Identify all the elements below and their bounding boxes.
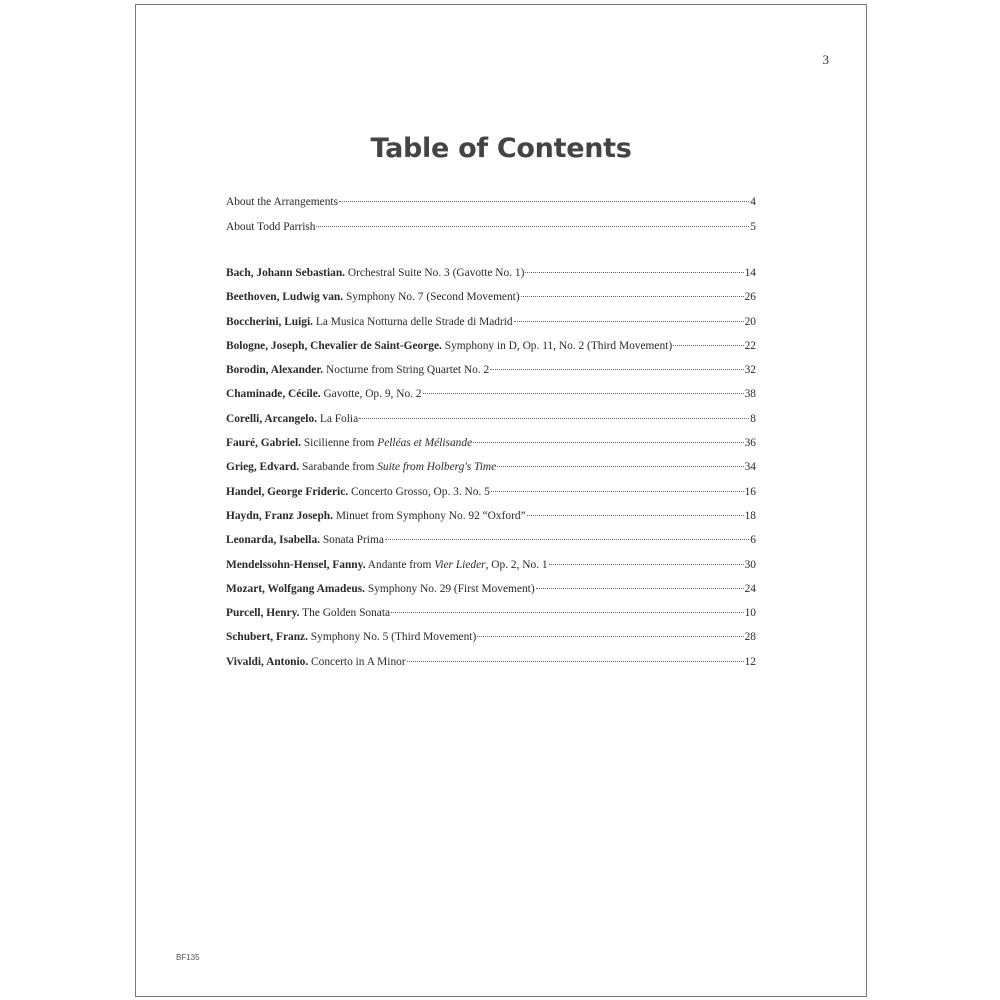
toc-page-number: 22 — [744, 339, 756, 352]
toc-row — [226, 656, 756, 680]
toc-entry-text — [226, 388, 422, 400]
dot-leader — [391, 612, 744, 613]
dot-leader — [536, 588, 744, 589]
toc-work-title: Orchestral Suite No. 3 (Gavotte No. 1) — [345, 267, 525, 279]
toc-page-number: 6 — [750, 534, 756, 547]
dot-leader — [497, 466, 743, 467]
toc-page-number: 28 — [744, 631, 756, 644]
toc-work-title: Minuet from Symphony No. 92 “Oxford” — [332, 509, 526, 522]
toc-composer-name: Mendelssohn-Hensel, Fanny. — [226, 558, 366, 571]
toc-row — [226, 364, 756, 388]
toc-entry-text — [226, 534, 384, 546]
toc-composer-name: Chaminade, Cécile. — [226, 388, 321, 401]
toc-row — [226, 221, 756, 246]
toc-work-title: Sarabande from — [299, 461, 378, 474]
toc-work-title: Concerto Grosso, Op. 3. No. 5 — [348, 485, 490, 498]
toc-composer-name: Vivaldi, Antonio. — [226, 655, 309, 668]
toc-row — [226, 340, 756, 364]
footer-code: BF135 — [176, 953, 200, 962]
toc-page-number: 38 — [744, 388, 756, 401]
dot-leader — [407, 661, 744, 662]
toc-entry-title: About the Arrangements — [226, 196, 338, 208]
toc-entry-title: About Todd Parrish — [226, 220, 316, 233]
toc-page-number: 32 — [744, 364, 756, 377]
toc-entry-text — [226, 656, 406, 668]
toc-entry-text — [226, 559, 548, 571]
dot-leader — [359, 418, 749, 419]
toc-composer-name: Fauré, Gabriel. — [226, 437, 301, 450]
dot-leader — [673, 345, 743, 346]
toc-work-title: Symphony in D, Op. 11, No. 2 (Third Movement) — [441, 339, 673, 352]
toc-composer-name: Bologne, Joseph, Chevalier de Saint-George. — [226, 339, 442, 352]
toc-entry-text — [226, 461, 496, 473]
toc-composer-name: Purcell, Henry. — [226, 607, 300, 620]
toc-work-title: Symphony No. 5 (Third Movement) — [307, 631, 477, 644]
dot-leader — [477, 636, 743, 637]
toc-composer-name: Borodin, Alexander. — [226, 364, 324, 377]
toc-page-number: 14 — [744, 267, 756, 279]
dot-leader — [339, 201, 749, 202]
toc-page-number: 18 — [744, 509, 756, 522]
toc-composer-name: Grieg, Edvard. — [226, 461, 300, 474]
toc-row — [226, 291, 756, 315]
toc-row — [226, 486, 756, 510]
toc-work-title-italic: Pelléas et Mélisande — [377, 437, 473, 450]
toc-row — [226, 510, 756, 534]
dot-leader — [490, 369, 743, 370]
toc-row — [226, 413, 756, 437]
toc-page-number: 34 — [744, 461, 756, 474]
toc-work-title: La Musica Notturna delle Strade di Madrid — [313, 315, 513, 328]
toc-work-title: Concerto in A Minor — [308, 655, 406, 668]
toc-entry-text — [226, 267, 524, 279]
toc-composer-list — [226, 267, 756, 680]
toc-row — [226, 196, 756, 221]
toc-entry-text — [226, 340, 672, 352]
document-page — [135, 4, 867, 997]
toc-page-number: 26 — [744, 291, 756, 304]
toc-row — [226, 388, 756, 412]
toc-page-number: 16 — [744, 485, 756, 498]
toc-page-number: 24 — [744, 582, 756, 595]
toc-entry-text — [226, 413, 358, 425]
toc-page-number: 20 — [744, 315, 756, 328]
toc-composer-name: Mozart, Wolfgang Amadeus. — [226, 582, 366, 595]
toc-intro-section — [226, 196, 756, 245]
toc-composer-name: Bach, Johann Sebastian. — [226, 267, 346, 279]
toc-entry-text — [226, 607, 390, 619]
dot-leader — [514, 321, 744, 322]
toc-row — [226, 534, 756, 558]
dot-leader — [473, 442, 743, 443]
toc-row — [226, 607, 756, 631]
toc-page-number: 8 — [750, 412, 756, 425]
toc-composer-name: Haydn, Franz Joseph. — [226, 509, 333, 522]
toc-page-number: 4 — [750, 196, 756, 208]
toc-work-title-italic: Suite from Holberg's Time — [377, 461, 497, 474]
page-title: Table of Contents — [370, 133, 632, 164]
toc-entry-text — [226, 583, 535, 595]
toc-work-title: Sonata Prima — [319, 534, 384, 547]
dot-leader — [525, 272, 743, 273]
toc-page-number: 12 — [744, 655, 756, 668]
toc-page-number: 5 — [750, 220, 756, 233]
dot-leader — [527, 515, 744, 516]
toc-composer-name: Boccherini, Luigi. — [226, 315, 314, 328]
toc-entry-text — [226, 316, 513, 328]
toc-page-number: 36 — [744, 437, 756, 450]
dot-leader — [549, 564, 744, 565]
dot-leader — [521, 296, 744, 297]
toc-work-title: The Golden Sonata — [299, 607, 391, 620]
toc-work-title: Nocturne from String Quartet No. 2 — [323, 364, 490, 377]
toc-row — [226, 559, 756, 583]
toc-composer-name: Schubert, Franz. — [226, 631, 308, 644]
dot-leader — [385, 539, 749, 540]
toc-work-title: Symphony No. 7 (Second Movement) — [343, 291, 520, 304]
page-number: 3 — [822, 52, 829, 67]
dot-leader — [491, 491, 744, 492]
dot-leader — [423, 393, 744, 394]
dot-leader — [316, 226, 749, 227]
toc-composer-name: Corelli, Arcangelo. — [226, 412, 318, 425]
toc-row — [226, 316, 756, 340]
toc-row — [226, 583, 756, 607]
toc-work-title: Symphony No. 29 (First Movement) — [365, 582, 535, 595]
toc-page-number: 10 — [744, 607, 756, 620]
toc-work-title: Andante from — [365, 558, 435, 571]
toc-composer-name: Leonarda, Isabella. — [226, 534, 320, 547]
toc-entry-text — [226, 486, 490, 498]
toc-work-title-suffix: , Op. 2, No. 1 — [485, 558, 548, 571]
toc-entry-text — [226, 291, 520, 303]
toc-work-title: Sicilienne from — [300, 437, 378, 450]
toc-row — [226, 437, 756, 461]
toc-composer-name: Beethoven, Ludwig van. — [226, 291, 344, 304]
toc-work-title-italic: Vier Lieder — [434, 558, 486, 571]
toc-work-title: La Folia — [317, 412, 359, 425]
toc-row — [226, 631, 756, 655]
toc-composer-name: Handel, George Frideric. — [226, 485, 349, 498]
toc-entry-text — [226, 364, 489, 376]
toc-row — [226, 461, 756, 485]
toc-entry-text — [226, 631, 476, 643]
toc-work-title: Gavotte, Op. 9, No. 2 — [320, 388, 422, 401]
toc-entry-text — [226, 437, 472, 449]
toc-page-number: 30 — [744, 558, 756, 571]
toc-entry-text — [226, 510, 526, 522]
toc-row — [226, 267, 756, 291]
